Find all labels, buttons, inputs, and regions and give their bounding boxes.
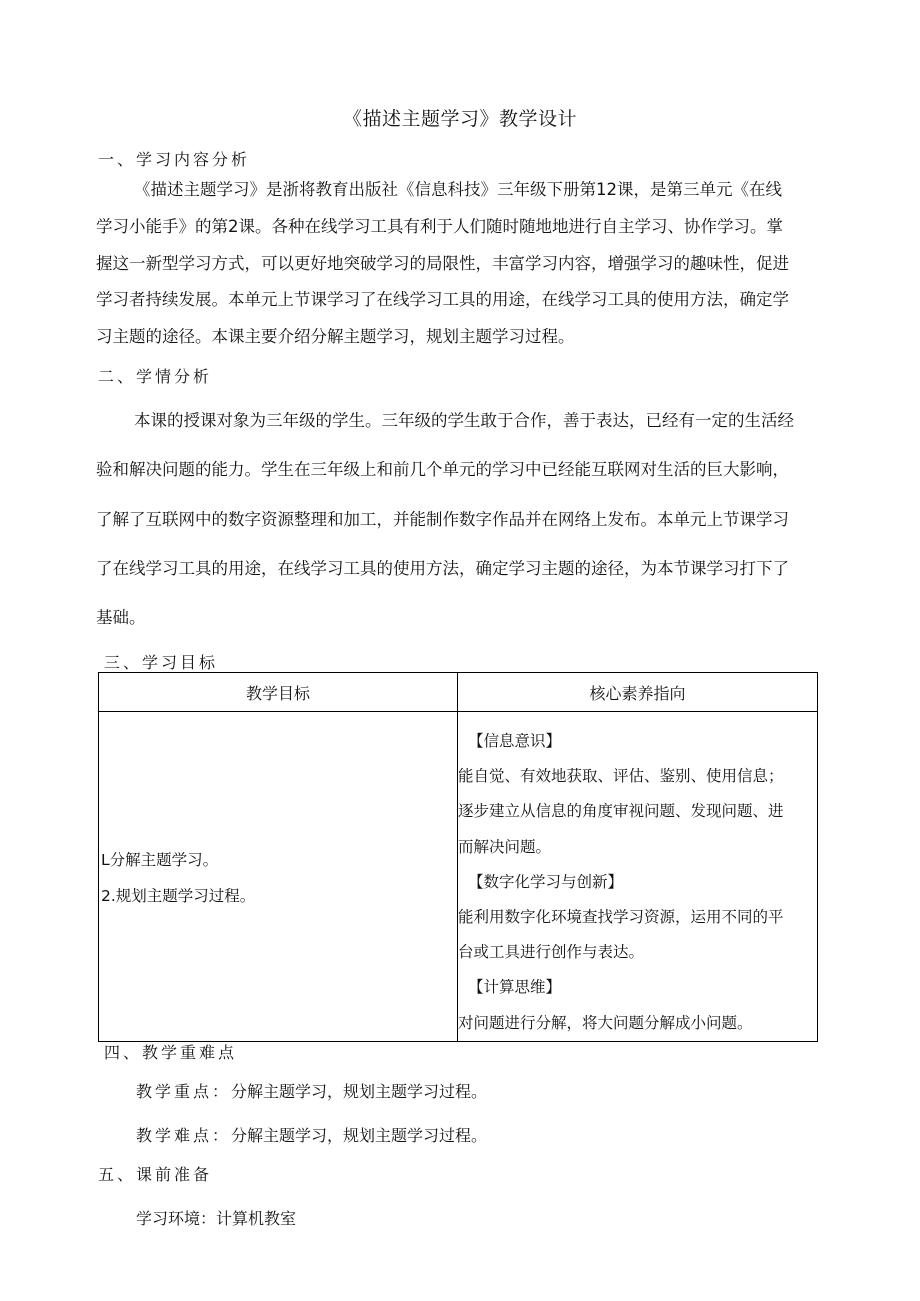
core-description-line: 能利用数字化环境查找学习资源，运用不同的平: [458, 908, 784, 927]
paragraph-line: 学习小能手》的第2课。各种在线学习工具有利于人们随时随地地进行自主学习、协作学习。掌: [96, 216, 783, 236]
paragraph-line: 本课的授课对象为三年级的学生。三年级的学生敢于合作，善于表达，已经有一定的生活经: [134, 411, 794, 430]
difficulty-label: 教学难点：: [136, 1126, 232, 1145]
core-literacy-cell: [458, 712, 818, 1042]
paragraph-line: 学习者持续发展。本单元上节课学习了在线学习工具的用途，在线学习工具的使用方法，确定学: [96, 290, 789, 310]
paragraph-line: 验和解决问题的能力。学生在三年级上和前几个单元的学习中已经能互联网对生活的巨大影响，: [96, 460, 789, 480]
paragraph-line: 了在线学习工具的用途，在线学习工具的使用方法，确定学习主题的途径，为本节课学习打下了: [96, 558, 789, 578]
core-category-digital-learning: 【数字化学习与创新】: [468, 872, 624, 891]
core-description-line: 逐步建立从信息的角度审视问题、发现问题、进: [458, 802, 784, 821]
content-analysis-paragraph: [96, 172, 826, 356]
section-heading-key-points: 四、教学重难点: [104, 1043, 238, 1062]
section-heading-learning-goals: 三、学习目标: [104, 653, 219, 672]
page-title: 《描述主题学习》教学设计: [342, 108, 577, 130]
difficulty-line: [136, 1123, 487, 1146]
paragraph-line: 了解了互联网中的数字资源整理和加工，并能制作数字作品并在网络上发布。本单元上节课学习: [96, 509, 789, 529]
core-category-computational-thinking: 【计算思维】: [468, 978, 562, 997]
goal-item: 2.规划主题学习过程。: [101, 887, 256, 905]
core-description-line: 台或工具进行创作与表达。: [458, 943, 645, 962]
key-point-line: [136, 1079, 487, 1102]
core-description-line: 对问题进行分解，将大问题分解成小问题。: [458, 1013, 753, 1032]
key-point-label: 教学重点：: [136, 1082, 232, 1101]
paragraph-line: 习主题的途径。本课主要介绍分解主题学习，规划主题学习过程。: [96, 327, 575, 347]
paragraph-line: 基础。: [96, 608, 146, 628]
learning-environment: 学习环境：计算机教室: [136, 1209, 297, 1228]
paragraph-line: 握这一新型学习方式，可以更好地突破学习的局限性，丰富学习内容，增强学习的趣味性，促进: [96, 253, 789, 273]
core-category-info-awareness: 【信息意识】: [468, 732, 562, 750]
table-header-core-literacy: 核心素养指向: [458, 673, 818, 712]
learning-goals-table: [98, 672, 818, 1042]
difficulty-value: 分解主题学习，规划主题学习过程。: [231, 1126, 488, 1145]
core-description-line: 而解决问题。: [458, 837, 552, 856]
section-heading-learner-analysis: 二、学情分析: [98, 367, 213, 386]
key-point-value: 分解主题学习，规划主题学习过程。: [231, 1082, 488, 1101]
table-header-teaching-goals: 教学目标: [99, 673, 458, 712]
goal-item: L分解主题学习。: [101, 851, 219, 869]
core-literacy-list: [458, 712, 817, 1041]
learner-analysis-paragraph: [96, 396, 826, 642]
paragraph-line: 《描述主题学习》是浙将教育出版社《信息科技》三年级下册第12课，是第三单元《在线: [134, 180, 782, 199]
core-description-line: 能自觉、有效地获取、评估、鉴别、使用信息；: [458, 767, 784, 786]
section-heading-preparation: 五、课前准备: [98, 1165, 213, 1184]
section-heading-content-analysis: 一、学习内容分析: [98, 150, 251, 169]
goal-list: [101, 842, 255, 914]
teaching-goals-cell: [99, 712, 458, 1042]
